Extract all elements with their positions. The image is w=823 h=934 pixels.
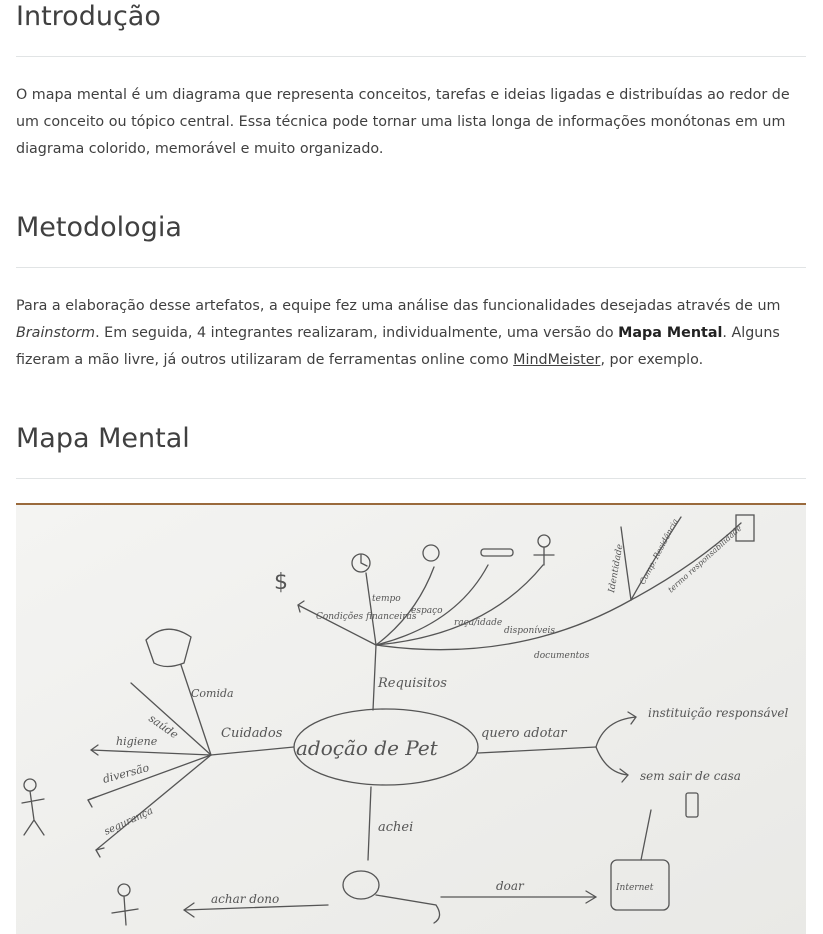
- intro-heading: Introdução: [16, 1, 161, 32]
- diversao-label: diversão: [101, 761, 151, 786]
- brainstorm-term: Brainstorm: [16, 325, 96, 341]
- mind-map-photo: [16, 503, 806, 934]
- methodology-divider: [16, 267, 806, 268]
- money-icon: $: [274, 570, 288, 595]
- mapa-mental-term: Mapa Mental: [618, 325, 723, 341]
- methodology-text-1: Para a elaboração desse artefatos, a equipe fez uma análise das funcionalidades desejadas através de um: [16, 298, 781, 314]
- quero-adotar-label: quero adotar: [481, 726, 567, 741]
- sem-sair-label: sem sair de casa: [640, 769, 741, 783]
- espaco-label: espaço: [411, 606, 443, 616]
- methodology-text-3: . Alguns fizeram a mão livre, já outros utilizaram de ferramentas online como: [16, 325, 780, 368]
- disponiveis-label: disponíveis: [504, 626, 556, 636]
- condicoes-label: Condições financeiras: [316, 612, 417, 622]
- comida-label: Comida: [191, 687, 234, 700]
- doar-label: doar: [496, 879, 524, 893]
- center-node-label: adoção de Pet: [296, 736, 438, 760]
- raca-label: raça/idade: [454, 618, 503, 628]
- instituicao-label: instituição responsável: [648, 706, 789, 720]
- requisitos-label: Requisitos: [378, 676, 447, 691]
- comprovante-label: Comp. Residência: [637, 517, 681, 586]
- mindmap-heading: Mapa Mental: [16, 423, 190, 454]
- higiene-label: higiene: [116, 735, 158, 748]
- identidade-label: Identidade: [607, 543, 626, 594]
- saude-label: saúde: [146, 711, 181, 742]
- tempo-label: tempo: [372, 594, 401, 604]
- methodology-text-2: . Em seguida, 4 integrantes realizaram, individualmente, uma versão do: [95, 325, 619, 341]
- documentos-label: documentos: [534, 651, 590, 661]
- cuidados-label: Cuidados: [221, 726, 283, 741]
- mindmeister-link[interactable]: MindMeister: [513, 352, 601, 368]
- seguranca-label: segurança: [102, 805, 155, 838]
- achei-label: achei: [378, 820, 414, 835]
- internet-label: Internet: [616, 883, 654, 893]
- methodology-paragraph: [16, 293, 806, 374]
- methodology-text-4: , por exemplo.: [600, 352, 704, 368]
- termo-label: termo responsabilidade: [666, 523, 744, 595]
- mindmap-divider: [16, 478, 806, 479]
- mind-map-sketch: [16, 505, 806, 934]
- intro-paragraph: O mapa mental é um diagrama que representa conceitos, tarefas e ideias ligadas e distribuídas ao redor de um conceito ou tópico central. Essa técnica pode tornar uma lista longa de informações monótonas em um diagrama colorido, memorável e muito organizado.: [16, 87, 790, 157]
- intro-divider: [16, 56, 806, 57]
- methodology-heading: Metodologia: [16, 212, 182, 243]
- achar-dono-label: achar dono: [211, 892, 280, 906]
